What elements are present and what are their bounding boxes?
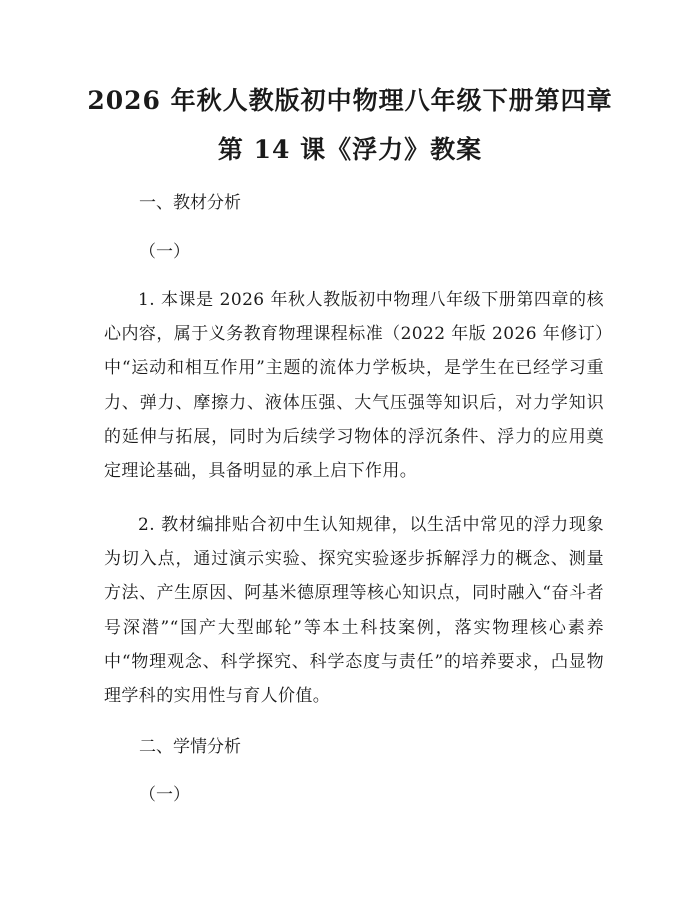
document-title-line-1: 2026 年秋人教版初中物理八年级下册第四章	[87, 86, 613, 115]
paragraph-1: 1. 本课是 2026 年秋人教版初中物理八年级下册第四章的核心内容，属于义务教育物理课程标准（2022 年版 2026 年修订）中“运动和相互作用”主题的流体力学板块，是学生在已经学习重力、弹力、摩擦力、液体压强、大气压强等知识后，对力学知识的延伸与拓展，同时为后续学习物体的浮沉条件、浮力的应用奠定理论基础，具备明显的承上启下作用。	[104, 290, 604, 482]
subsection-label-1: （一）	[139, 242, 190, 262]
subsection-label-2: （一）	[139, 785, 190, 805]
section-heading-learner-analysis: 二、学情分析	[139, 737, 241, 757]
paragraph-2: 2. 教材编排贴合初中生认知规律，以生活中常见的浮力现象为切入点，通过演示实验、探究实验逐步拆解浮力的概念、测量方法、产生原因、阿基米德原理等核心知识点，同时融入“奋斗者号深潜”“国产大型邮轮”等本土科技案例，落实物理核心素养中“物理观念、科学探究、科学态度与责任”的培养要求，凸显物理学科的实用性与育人价值。	[104, 515, 604, 707]
section-heading-textbook-analysis: 一、教材分析	[139, 193, 241, 213]
document-title-line-2: 第 14 课《浮力》教案	[217, 135, 483, 164]
